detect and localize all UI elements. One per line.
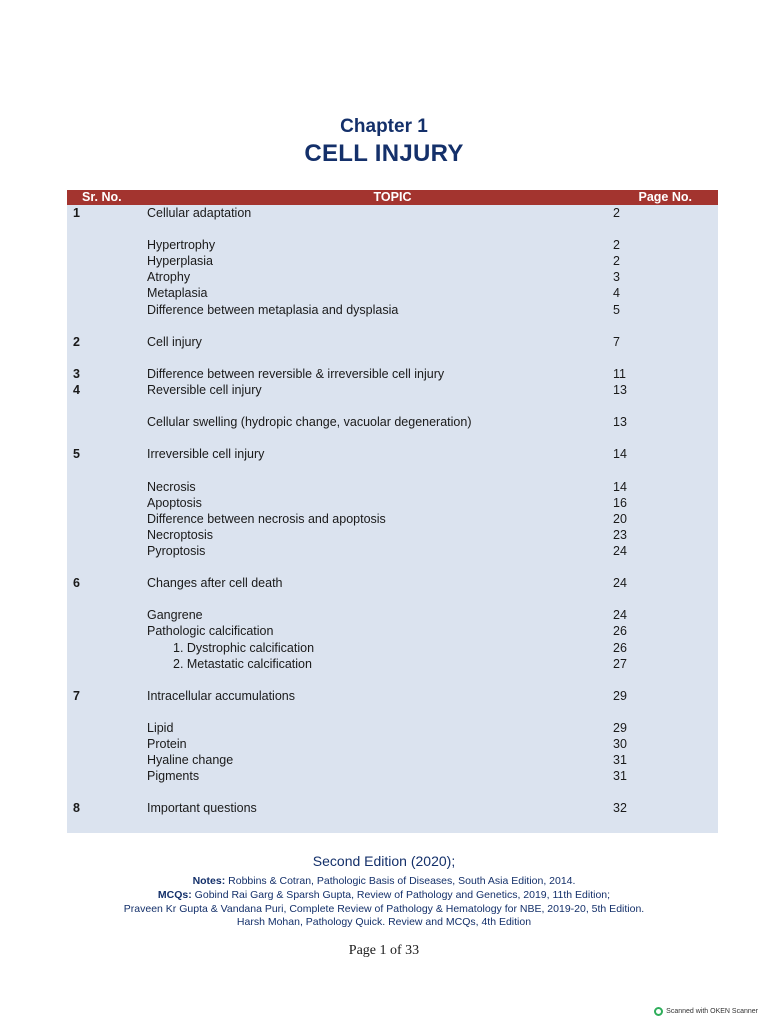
- row-page-no: 29: [613, 721, 627, 735]
- table-row: [67, 237, 718, 253]
- row-page-no: 30: [613, 737, 627, 752]
- table-row: [67, 736, 718, 752]
- table-row: [67, 591, 718, 607]
- row-page-no: 29: [613, 688, 627, 703]
- row-topic: Important questions: [147, 801, 257, 816]
- row-sr-no: 7: [73, 688, 80, 703]
- row-topic: Cellular swelling (hydropic change, vacuolar degeneration): [147, 415, 472, 430]
- scanner-watermark: [654, 1007, 758, 1016]
- table-row: [67, 446, 718, 462]
- table-row: [67, 640, 718, 656]
- row-page-no: 2: [613, 254, 620, 269]
- row-page-no: 2: [613, 206, 620, 220]
- row-topic: Pigments: [147, 769, 200, 784]
- table-row: [67, 817, 718, 833]
- table-row: [67, 752, 718, 768]
- row-topic: Pathologic calcification: [147, 624, 274, 639]
- mcqs-text: Gobind Rai Garg & Sparsh Gupta, Review of Pathology and Genetics, 2019, 11th Edition;: [191, 889, 611, 901]
- row-topic: Difference between necrosis and apoptosis: [147, 511, 386, 526]
- row-sr-no: 2: [73, 334, 80, 349]
- row-page-no: 31: [613, 753, 627, 768]
- row-page-no: 24: [613, 543, 627, 558]
- row-topic: Hypertrophy: [147, 238, 216, 253]
- toc-group: [67, 205, 718, 334]
- table-row: [67, 221, 718, 237]
- row-topic: Gangrene: [147, 608, 203, 623]
- row-topic: Hyaline change: [147, 753, 234, 768]
- row-sr-no: 1: [73, 206, 80, 220]
- table-row: [67, 382, 718, 398]
- table-row: [67, 366, 718, 382]
- row-sr-no: 3: [73, 366, 80, 381]
- row-page-no: 3: [613, 270, 620, 285]
- table-row: [67, 768, 718, 784]
- edition-line: Second Edition (2020);: [312, 853, 456, 869]
- row-topic: Irreversible cell injury: [147, 447, 265, 462]
- table-row: [67, 463, 718, 479]
- table-row: [67, 318, 718, 334]
- row-page-no: 11: [613, 366, 626, 381]
- table-row: [67, 543, 718, 559]
- row-sr-no: 6: [73, 576, 80, 591]
- row-page-no: 31: [613, 769, 627, 784]
- row-topic: Apoptosis: [147, 495, 202, 510]
- table-row: [67, 800, 718, 816]
- table-row: [67, 269, 718, 285]
- toc-body: [67, 205, 718, 833]
- toc-group: [67, 334, 718, 366]
- notes-label: Notes:: [192, 875, 226, 887]
- row-topic: Reversible cell injury: [147, 383, 262, 398]
- row-topic: Protein: [147, 737, 187, 752]
- row-topic: Intracellular accumulations: [147, 688, 295, 703]
- table-row: [67, 430, 718, 446]
- table-row: [67, 704, 718, 720]
- table-row: [67, 302, 718, 318]
- row-topic: Cell injury: [147, 334, 202, 349]
- table-row: [67, 253, 718, 269]
- row-topic: 2. Metastatic calcification: [173, 656, 312, 671]
- row-page-no: 13: [613, 415, 627, 430]
- row-topic: Hyperplasia: [147, 254, 214, 269]
- row-topic: Atrophy: [147, 270, 191, 285]
- row-topic: Difference between metaplasia and dysplasia: [147, 302, 399, 317]
- toc-table: [67, 190, 718, 833]
- row-page-no: 24: [613, 576, 627, 591]
- row-page-no: 23: [613, 527, 627, 542]
- row-topic: Cellular adaptation: [147, 206, 252, 220]
- toc-group: [67, 575, 718, 688]
- header-sr-no: Sr. No.: [82, 190, 122, 204]
- mcqs-line: [0, 889, 768, 901]
- notes-line: [0, 875, 768, 887]
- row-sr-no: 8: [73, 801, 80, 816]
- row-page-no: 14: [613, 479, 627, 494]
- row-page-no: 5: [613, 302, 620, 317]
- table-row: [67, 784, 718, 800]
- row-page-no: 32: [613, 801, 627, 816]
- table-row: [67, 720, 718, 736]
- table-row: [67, 575, 718, 591]
- reference-line-3: Praveen Kr Gupta & Vandana Puri, Complete Review of Pathology & Hematology for NBE, 2019-20, 5th Edition.: [123, 903, 645, 915]
- page-number: Page 1 of 33: [348, 943, 420, 958]
- row-topic: Pyroptosis: [147, 543, 206, 558]
- row-page-no: 2: [613, 238, 620, 253]
- header-page-no: Page No.: [638, 190, 692, 204]
- table-row: [67, 511, 718, 527]
- row-topic: 1. Dystrophic calcification: [173, 640, 315, 655]
- row-topic: Difference between reversible & irreversible cell injury: [147, 366, 445, 381]
- table-row: [67, 672, 718, 688]
- row-page-no: 24: [613, 608, 627, 623]
- row-page-no: 13: [613, 383, 627, 398]
- scanner-text: Scanned with OKEN Scanner: [666, 1008, 758, 1015]
- toc-group: [67, 382, 718, 446]
- table-row: [67, 607, 718, 623]
- table-row: [67, 414, 718, 430]
- notes-text: Robbins & Cotran, Pathologic Basis of Diseases, South Asia Edition, 2014.: [225, 875, 576, 887]
- row-page-no: 16: [613, 495, 627, 510]
- table-row: [67, 623, 718, 639]
- table-row: [67, 495, 718, 511]
- row-page-no: 26: [613, 640, 627, 655]
- row-page-no: 4: [613, 286, 620, 301]
- table-row: [67, 205, 718, 221]
- table-row: [67, 479, 718, 495]
- table-row: [67, 285, 718, 301]
- header-topic: TOPIC: [373, 190, 412, 204]
- table-row: [67, 688, 718, 704]
- row-sr-no: 4: [73, 383, 80, 398]
- reference-line-4: Harsh Mohan, Pathology Quick. Review and MCQs, 4th Edition: [236, 916, 532, 928]
- table-row: [67, 656, 718, 672]
- row-topic: Lipid: [147, 721, 174, 735]
- row-topic: Metaplasia: [147, 286, 208, 301]
- scanner-logo-icon: [654, 1007, 663, 1016]
- row-topic: Necroptosis: [147, 527, 213, 542]
- chapter-label: Chapter 1: [340, 116, 428, 137]
- table-row: [67, 559, 718, 575]
- row-page-no: 27: [613, 656, 627, 671]
- table-row: [67, 527, 718, 543]
- table-row: [67, 398, 718, 414]
- chapter-title: CELL INJURY: [304, 140, 464, 167]
- mcqs-label: MCQs:: [157, 889, 192, 901]
- row-sr-no: 5: [73, 447, 80, 462]
- toc-group: [67, 366, 718, 382]
- row-page-no: 20: [613, 511, 627, 526]
- row-page-no: 7: [613, 334, 620, 349]
- toc-group: [67, 688, 718, 801]
- row-page-no: 26: [613, 624, 627, 639]
- toc-group: [67, 446, 718, 575]
- toc-header: [67, 190, 718, 205]
- row-topic: Changes after cell death: [147, 576, 283, 591]
- row-page-no: 14: [613, 447, 627, 462]
- table-row: [67, 334, 718, 350]
- row-topic: Necrosis: [147, 479, 196, 494]
- toc-group: [67, 800, 718, 832]
- table-row: [67, 350, 718, 366]
